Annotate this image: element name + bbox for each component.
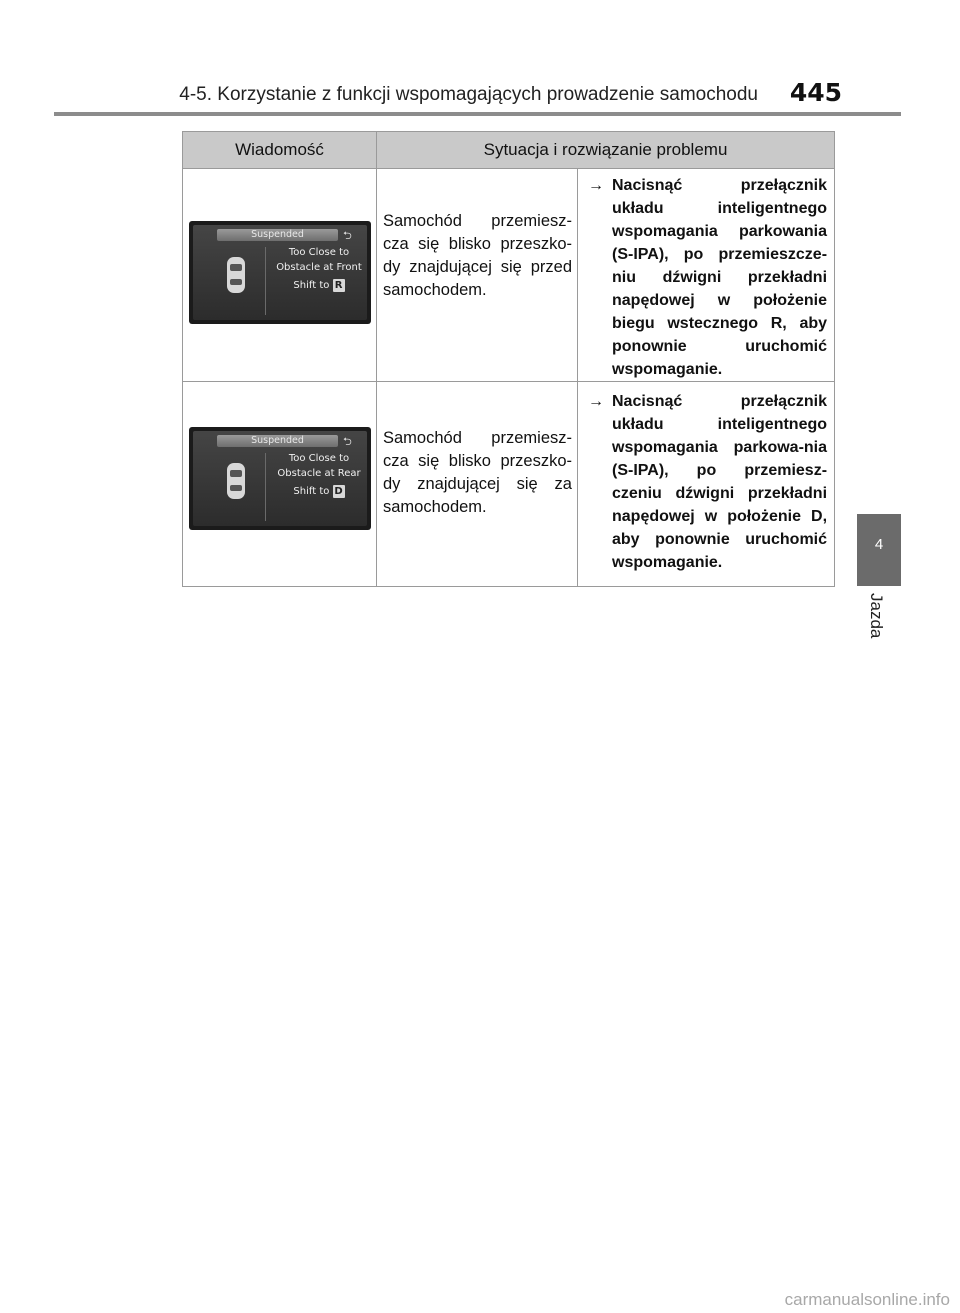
back-icon: ⮌ [343, 229, 352, 242]
message-cell [183, 382, 377, 587]
solution-block [578, 390, 834, 574]
solution-cell [578, 169, 835, 382]
arrow-icon: → [588, 393, 604, 410]
solution-cell [578, 382, 835, 587]
shift-instruction [273, 278, 365, 293]
page-header [0, 78, 960, 108]
warning-message [273, 245, 365, 293]
header-divider [54, 112, 901, 116]
chapter-number: 4 [874, 536, 884, 553]
table-row [183, 169, 835, 382]
chapter-title: Jazda [867, 593, 886, 639]
shift-label: Shift to [293, 280, 330, 291]
screen-divider [265, 247, 266, 315]
display-screenshot [189, 221, 371, 324]
page-number: 445 [789, 78, 842, 107]
warning-line-2: Obstacle at Front [276, 262, 362, 273]
warning-message [273, 451, 365, 499]
car-icon [223, 461, 249, 501]
chapter-tab [857, 514, 901, 586]
situation-text: Samochód przemiesz-cza się blisko przeszko-dy znajdującej się za samochodem. [383, 429, 572, 516]
table-row [183, 382, 835, 587]
watermark: carmanualsonline.info [784, 1290, 950, 1309]
column-header-situation: Sytuacja i rozwiązanie problemu [377, 132, 835, 169]
screen-divider [265, 453, 266, 521]
shift-instruction [273, 484, 365, 499]
chapter-label [862, 593, 892, 653]
situation-cell [377, 169, 578, 382]
solution-text: Nacisnąć przełącznik układu inteligentnego wspomagania parkowa-nia (S-IPA), po przemiesz-czeniu dźwigni przekładni napędowej w położenie D, aby ponownie uruchomić wspomaganie. [612, 393, 828, 571]
gear-indicator: R [333, 279, 345, 292]
car-icon [223, 255, 249, 295]
solution-text: Nacisnąć przełącznik układu inteligentnego wspomagania parkowania (S-IPA), po przemieszcze-niu dźwigni przekładni napędowej w położenie biegu wstecznego R, aby ponownie uruchomić wspomaganie. [612, 177, 828, 378]
column-header-message: Wiadomość [183, 132, 377, 169]
message-table [182, 131, 835, 587]
table-header-row [183, 132, 835, 169]
situation-text: Samochód przemiesz-cza się blisko przeszko-dy znajdującej się przed samochodem. [383, 212, 572, 299]
solution-block [578, 174, 834, 381]
warning-line-1: Too Close to [288, 453, 350, 464]
section-title: 4-5. Korzystanie z funkcji wspomagających prowadzenie samochodu [179, 84, 758, 105]
warning-line-2: Obstacle at Rear [277, 468, 361, 479]
arrow-icon: → [588, 177, 604, 194]
status-bar: Suspended [217, 229, 338, 241]
warning-line-1: Too Close to [288, 247, 350, 258]
gear-indicator: D [334, 485, 343, 497]
status-bar: Suspended [217, 435, 338, 447]
display-screenshot [189, 427, 371, 530]
back-icon: ⮌ [343, 435, 352, 448]
situation-cell [377, 382, 578, 587]
message-cell [183, 169, 377, 382]
shift-label: Shift to [293, 486, 330, 497]
